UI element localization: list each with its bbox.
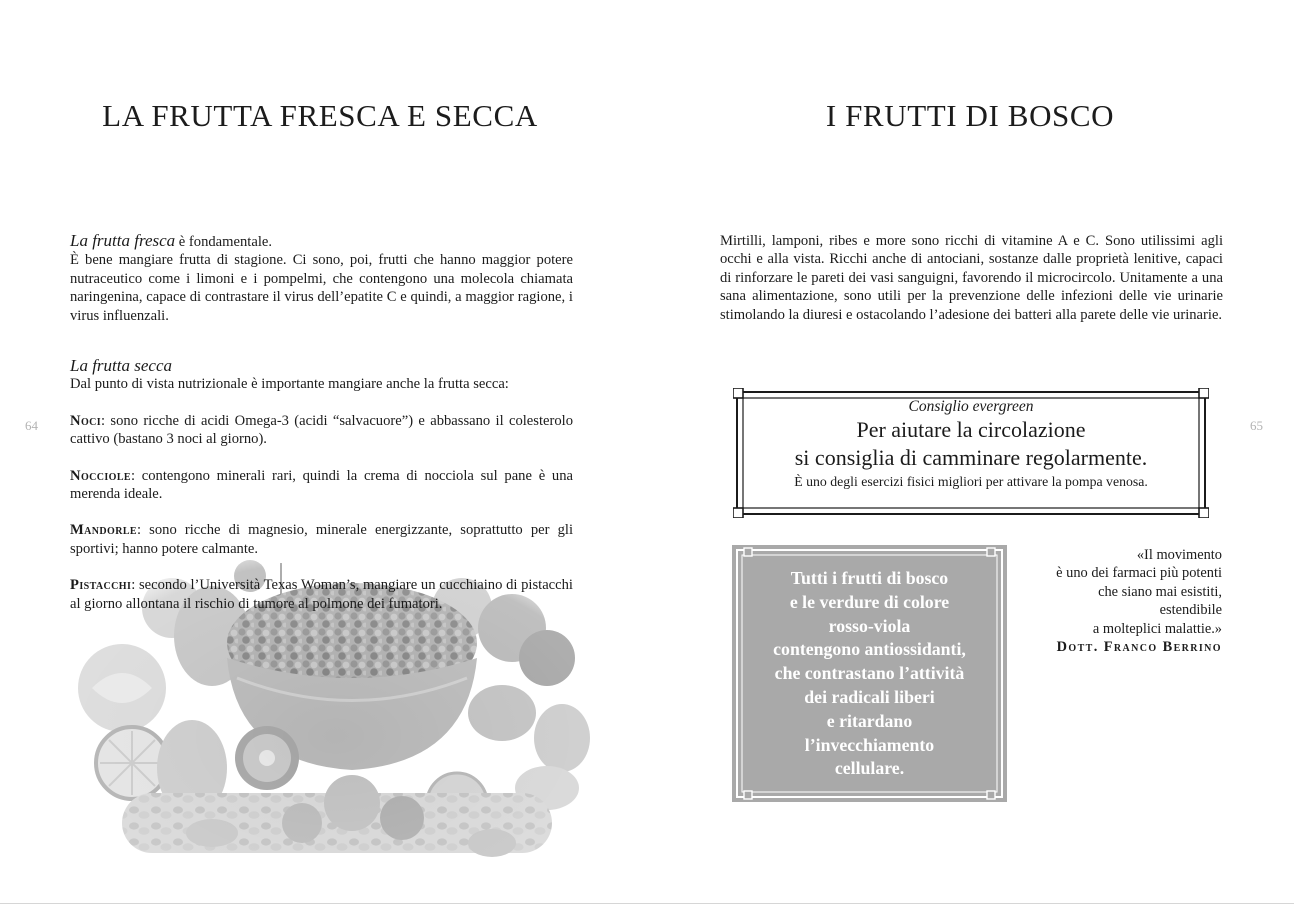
page-number-right: 65 [1250, 418, 1263, 433]
page-title-left: LA FRUTTA FRESCA E SECCA [102, 98, 538, 133]
fresh-fruit-body: È bene mangiare frutta di stagione. Ci sono, poi, frutti che hanno maggior potere nutraceutico come i limoni e i pompelmi, che contengono una molecola chiamata naringenina, capace di contrastare il virus dell’epatite C e quindi, a maggior ragione, i virus influenzali. [70, 252, 573, 324]
dried-fruit-heading: La frutta secca [70, 356, 172, 376]
grey-line: e ritardano [826, 710, 913, 731]
fresh-fruit-heading-line [70, 232, 573, 251]
page-number-left: 64 [25, 418, 38, 433]
grey-line: l’invecchiamento [804, 734, 935, 755]
grey-line: cellulare. [834, 758, 905, 779]
grey-line: Tutti i frutti di bosco [790, 568, 949, 588]
tip-content [733, 398, 1209, 491]
item-text: : contengono minerali rari, quindi la crema di nocciola sul pane è una merenda ideale. [70, 467, 573, 503]
left-page-content [70, 232, 573, 631]
fresh-fruit-heading-tail: è fondamentale. [175, 234, 272, 250]
item-text: : sono ricche di magnesio, minerale energizzante, soprattutto per gli sportivi; hanno potere calmante. [70, 522, 573, 557]
item-name: Noci [70, 412, 102, 429]
grey-line: che contrastano l’attività [774, 663, 965, 684]
dried-fruit-item [70, 521, 573, 558]
grey-line: e le verdure di colore [789, 591, 950, 612]
right-page-body: Mirtilli, lamponi, ribes e more sono ricchi di vitamine A e C. Sono utilissimi agli occhi e alla vista. Ricchi anche di antociani, sostanze dalle proprietà lenitive, capaci di rinforzare le pareti dei vasi sanguigni, favorendo il microcircolo. Unitamente a una sana alimentazione, sono utili per la prevenzione delle infezioni delle vie urinarie stimolando la diuresi e ostacolando l’adesione dei batteri alla parete delle vie urinarie. [720, 233, 1223, 323]
quote-line: che siano mai esistiti, [1098, 583, 1222, 600]
quote-line: a molteplici malattie.» [1092, 620, 1222, 637]
grey-line: contengono antiossidanti, [773, 639, 966, 660]
dried-fruit-item [70, 412, 573, 449]
tip-box [733, 388, 1209, 518]
bottom-divider [0, 903, 1294, 904]
tip-note: È uno degli esercizi fisici migliori per attivare la pompa venosa. [794, 474, 1148, 489]
tip-line-2: si consiglia di camminare regolarmente. [794, 445, 1148, 470]
page-title-right: I FRUTTI DI BOSCO [825, 98, 1115, 133]
quote-block [1010, 546, 1222, 656]
item-name: Pistacchi [70, 577, 132, 594]
quote-line: estendibile [1159, 602, 1222, 619]
item-text: : secondo l’Università Texas Woman’s, mangiare un cucchiaino di pistacchi al giorno allontana il rischio di tumore al polmone dei fumatori. [70, 577, 573, 612]
tip-main-text [733, 416, 1209, 472]
dried-fruit-item [70, 467, 573, 504]
fresh-fruit-section [70, 232, 573, 325]
tip-line-1: Per aiutare la circolazione [856, 417, 1086, 442]
grey-line: dei radicali liberi [804, 686, 935, 707]
item-text: : sono ricche di acidi Omega-3 (acidi “salvacuore”) e abbassano il colesterolo cattivo (bastano 3 noci al giorno). [70, 412, 573, 448]
dried-fruit-section [70, 357, 573, 394]
antioxidant-text [732, 567, 1007, 781]
item-name: Nocciole [70, 467, 131, 484]
dried-fruit-item [70, 576, 573, 613]
antioxidant-box [732, 545, 1007, 802]
grey-line: rosso-viola [828, 615, 911, 636]
item-name: Mandorle [70, 522, 137, 539]
tip-label: Consiglio evergreen [908, 398, 1034, 415]
quote-line: è uno dei farmaci più potenti [1056, 565, 1222, 582]
quote-author: Dott. Franco Berrino [1056, 639, 1222, 656]
fresh-fruit-heading: La frutta fresca [70, 231, 176, 250]
quote-line: «Il movimento [1136, 547, 1222, 563]
dried-fruit-intro: Dal punto di vista nutrizionale è importante mangiare anche la frutta secca: [70, 376, 509, 393]
